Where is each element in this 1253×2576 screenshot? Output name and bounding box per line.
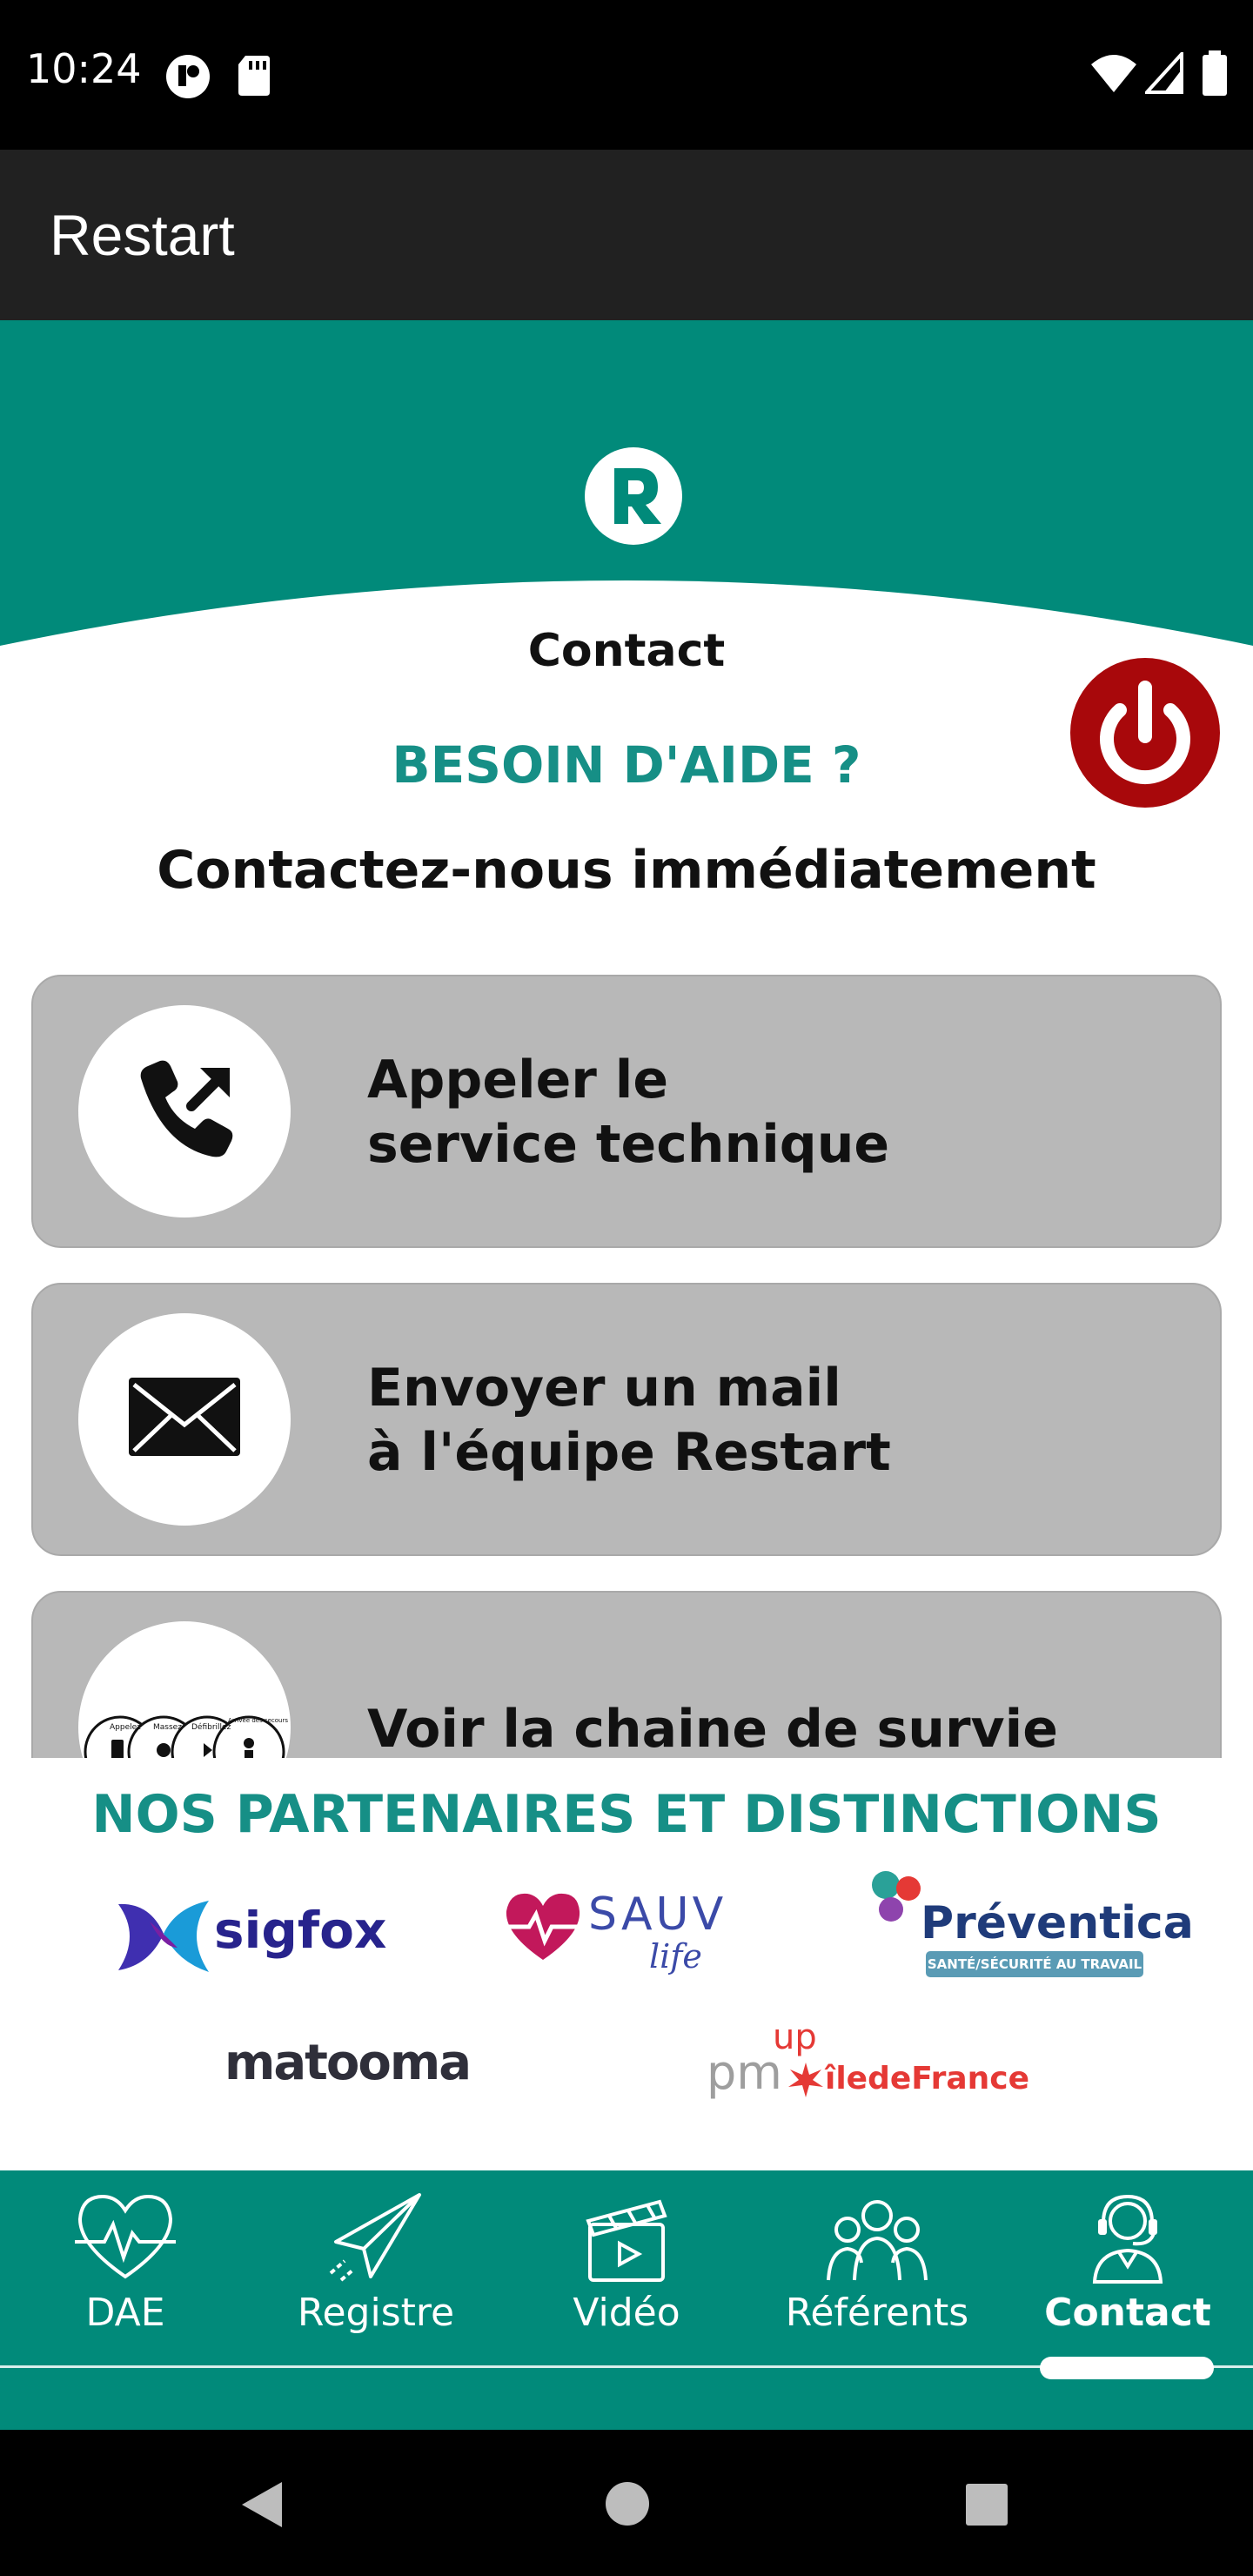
sigfox-butterfly-icon xyxy=(115,1895,212,1974)
ile-de-france-text: îledeFrance xyxy=(825,2061,1030,2096)
people-group-icon xyxy=(825,2190,929,2285)
call-label-line1: Appeler le xyxy=(367,1050,669,1110)
send-mail-button[interactable] xyxy=(31,1283,1222,1556)
call-label-line2: service technique xyxy=(367,1114,890,1175)
actions-list[interactable] xyxy=(0,975,1253,1758)
chain-step-1: Appelez xyxy=(110,1723,141,1732)
active-tab-indicator xyxy=(1040,2357,1214,2379)
system-navigation-bar xyxy=(0,2430,1253,2576)
call-technical-service-button[interactable] xyxy=(31,975,1222,1248)
survival-chain-icon xyxy=(78,1621,291,1758)
nav-label-video: Vidéo xyxy=(573,2291,680,2335)
nav-item-video[interactable] xyxy=(501,2170,752,2430)
phone-call-icon xyxy=(122,1049,247,1174)
mail-icon-circle xyxy=(78,1313,291,1526)
sauv-text: SAUV xyxy=(588,1888,727,1941)
wifi-icon xyxy=(1089,52,1138,94)
pm-up-idf-logo xyxy=(707,2017,1030,2111)
battery-icon xyxy=(1201,49,1229,97)
survival-chain-steps-icon xyxy=(78,1621,291,1758)
up-text: up xyxy=(773,2017,817,2057)
nav-item-referents[interactable] xyxy=(752,2170,1002,2430)
nav-label-dae: DAE xyxy=(85,2291,165,2335)
star-burst-icon xyxy=(787,2061,825,2099)
mail-label-line1: Envoyer un mail xyxy=(367,1358,841,1419)
cellular-signal-icon xyxy=(1145,52,1183,94)
pm-text: pm xyxy=(707,2045,782,2100)
phone-icon-circle xyxy=(78,1005,291,1218)
heart-pulse-icon xyxy=(73,2190,178,2285)
preventica-logo xyxy=(870,1869,1194,1982)
mail-icon xyxy=(127,1376,242,1463)
partners-title: NOS PARTENAIRES ET DISTINCTIONS xyxy=(91,1784,1162,1845)
send-mail-label xyxy=(367,1356,891,1485)
mail-label-line2: à l'équipe Restart xyxy=(367,1422,891,1483)
clapperboard-icon xyxy=(574,2190,679,2285)
nav-item-registre[interactable] xyxy=(251,2170,501,2430)
nav-label-registre: Registre xyxy=(297,2291,455,2335)
chain-step-3: Défibrillez xyxy=(191,1723,231,1732)
page-title: Contact xyxy=(527,625,726,677)
heart-logo-icon xyxy=(503,1890,583,1963)
chain-step-4: Arrivée des secours xyxy=(228,1717,289,1724)
home-icon[interactable] xyxy=(604,2480,651,2527)
nav-item-dae[interactable] xyxy=(0,2170,251,2430)
headset-agent-icon xyxy=(1075,2190,1180,2285)
paper-plane-icon xyxy=(324,2190,428,2285)
nav-label-referents: Référents xyxy=(785,2291,969,2335)
survival-chain-label xyxy=(367,1697,1058,1758)
preventica-text: Préventica xyxy=(921,1897,1194,1949)
sigfox-text: sigfox xyxy=(214,1901,387,1960)
call-technical-service-label xyxy=(367,1048,889,1177)
sauv-life-logo xyxy=(503,1880,729,1984)
nav-label-contact: Contact xyxy=(1044,2291,1211,2335)
bottom-navigation xyxy=(0,2170,1253,2430)
preventica-petals-icon xyxy=(870,1869,922,1930)
life-text: life xyxy=(649,1937,702,1976)
status-bar xyxy=(0,0,1253,150)
restart-r-logo-icon xyxy=(581,444,686,548)
app-title: Restart xyxy=(50,203,235,267)
matooma-text: matooma xyxy=(224,2035,470,2091)
recents-icon[interactable] xyxy=(964,2482,1009,2527)
help-subtitle: Contactez-nous immédiatement xyxy=(157,840,1096,901)
help-title: BESOIN D'AIDE ? xyxy=(392,735,861,795)
preventica-tagline: SANTÉ/SÉCURITÉ AU TRAVAIL xyxy=(926,1951,1143,1977)
app-notification-icon xyxy=(164,52,212,101)
matooma-logo xyxy=(224,2035,470,2096)
back-icon[interactable] xyxy=(237,2479,285,2531)
survival-chain-button[interactable] xyxy=(31,1591,1222,1758)
chain-label-line1: Voir la chaine de survie xyxy=(367,1699,1058,1758)
status-time: 10:24 xyxy=(26,45,142,92)
sigfox-logo xyxy=(115,1887,387,1982)
nav-item-contact[interactable] xyxy=(1002,2170,1253,2430)
sd-card-icon xyxy=(237,54,271,97)
chain-step-2: Massez xyxy=(153,1723,182,1732)
